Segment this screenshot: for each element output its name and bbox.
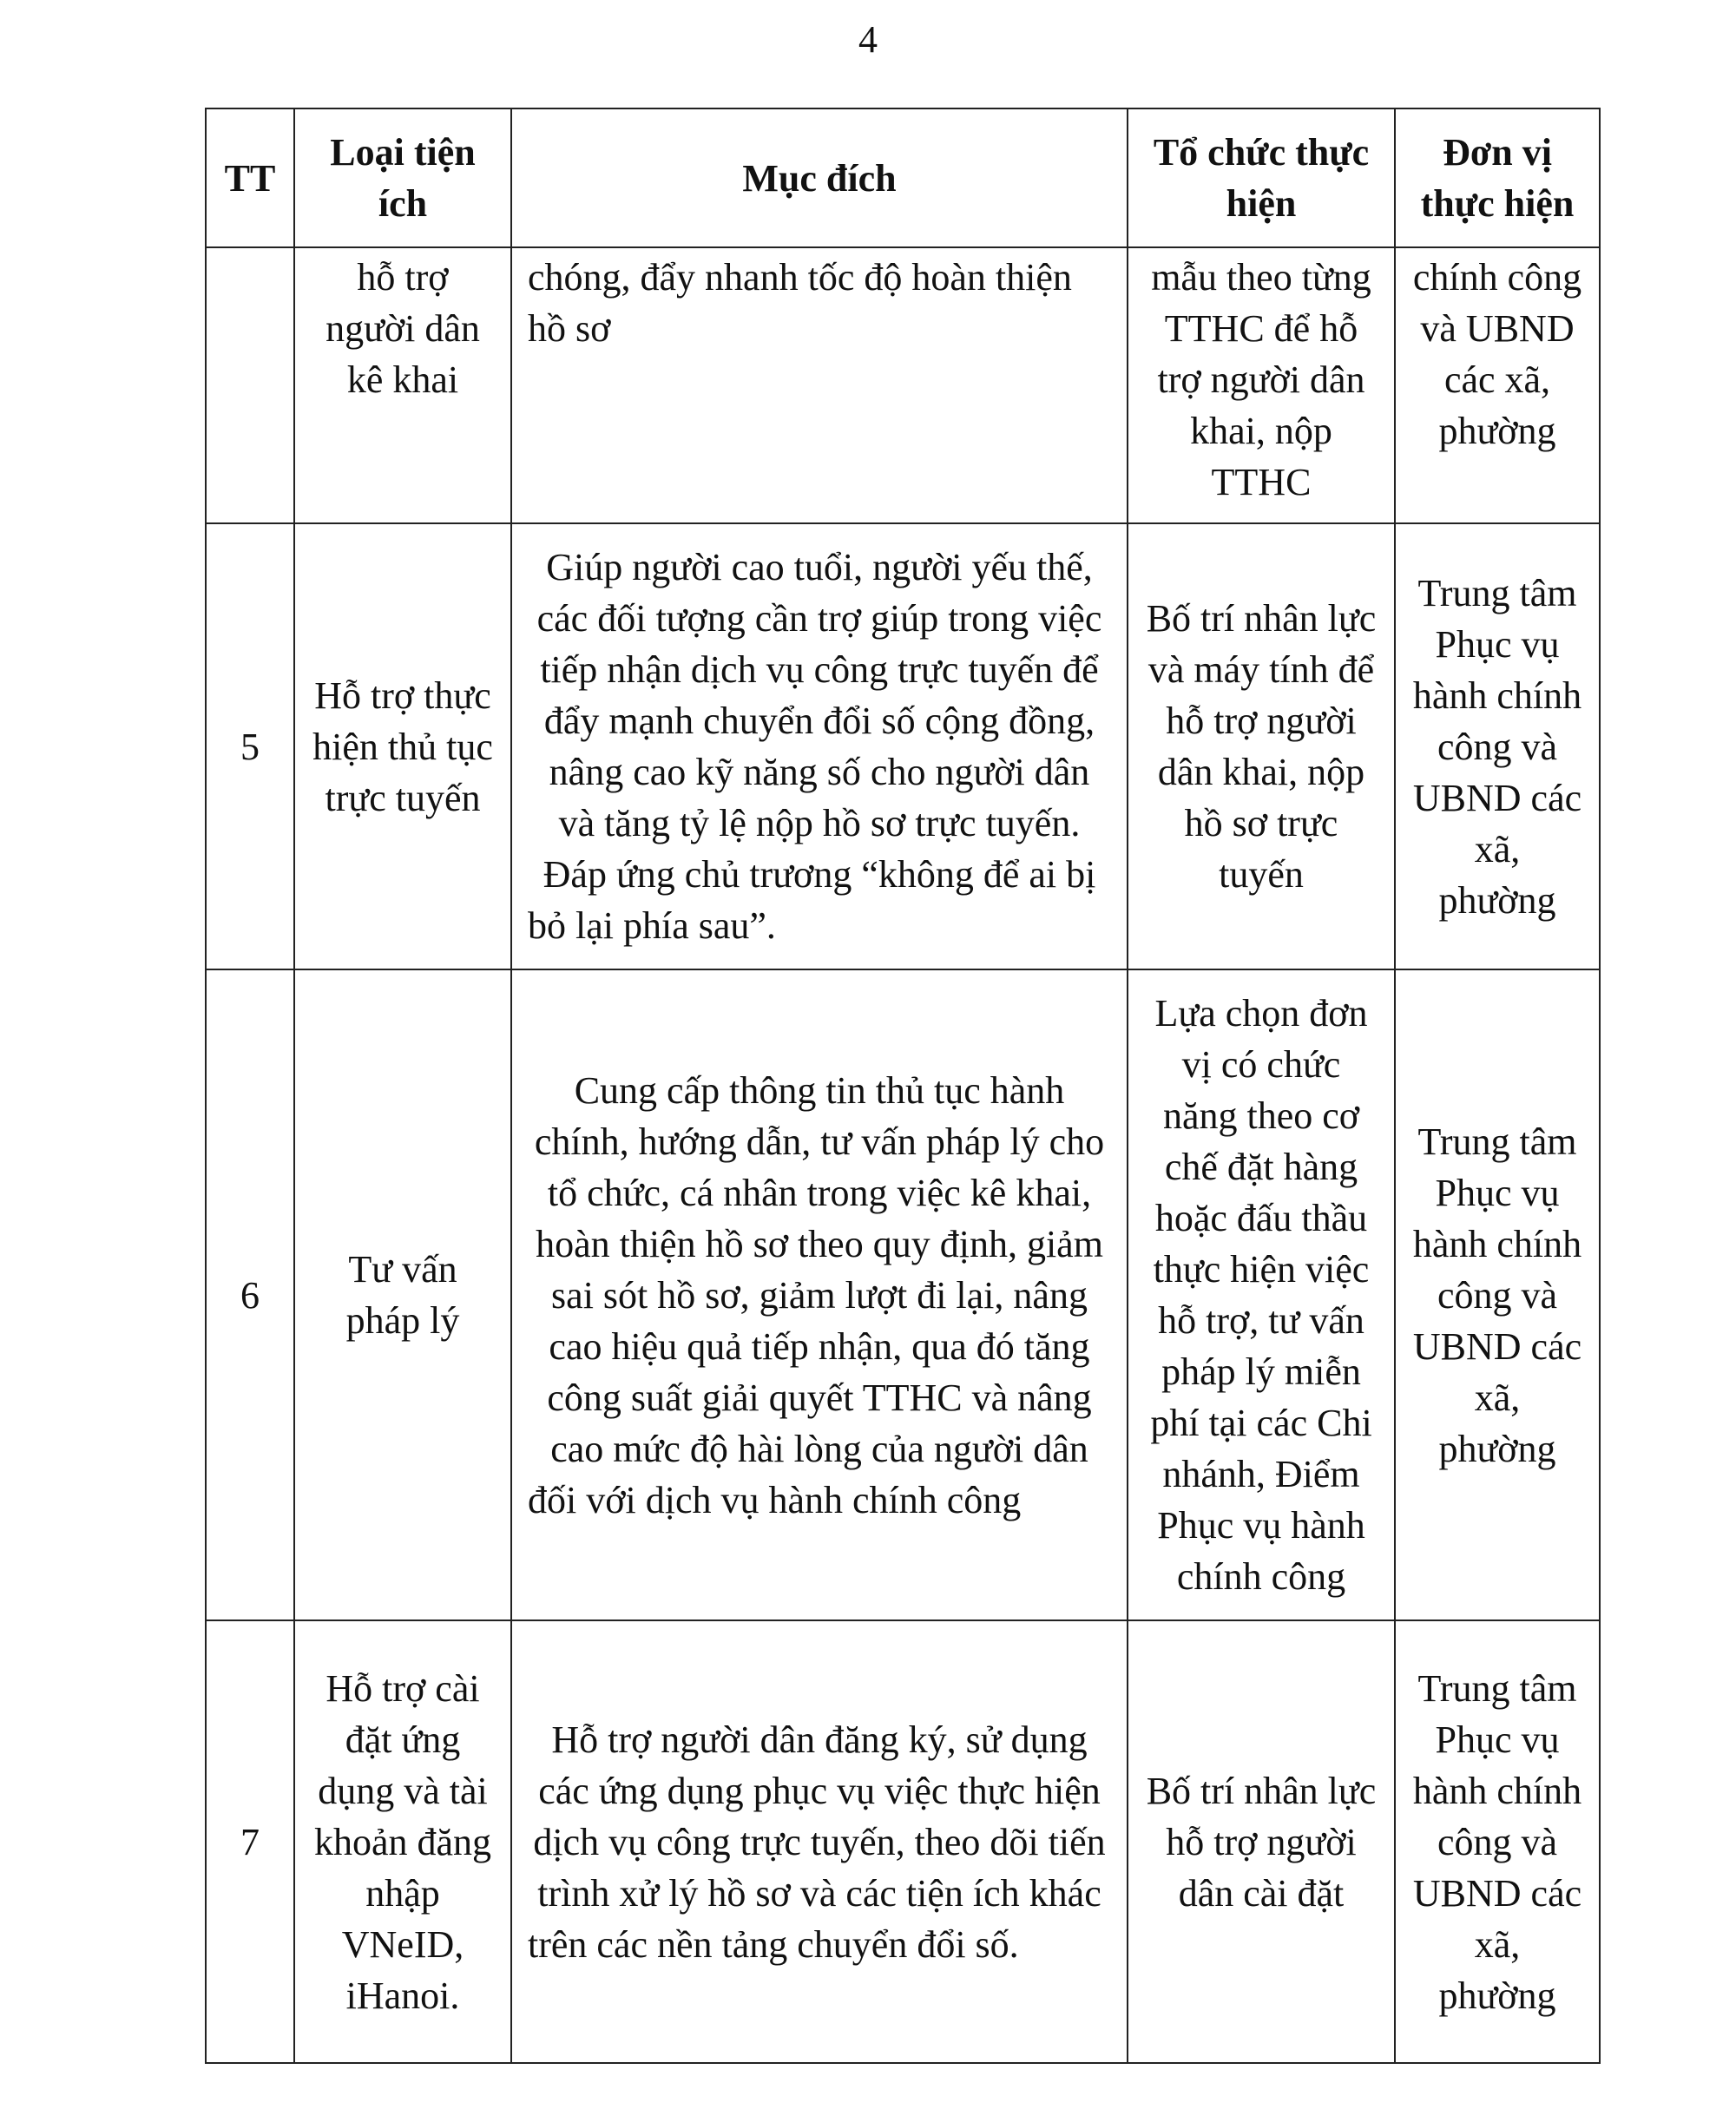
header-purpose: Mục đích (511, 108, 1128, 247)
cell-type: hỗ trợ người dân kê khai (294, 247, 511, 523)
cell-tt: 7 (206, 1620, 294, 2063)
header-org: Tổ chức thực hiện (1128, 108, 1395, 247)
cell-unit: Trung tâm Phục vụ hành chính công và UBND các xã, phường (1395, 1620, 1600, 2063)
table-row (206, 247, 1600, 523)
cell-tt: 5 (206, 523, 294, 969)
cell-unit: chính công và UBND các xã, phường (1395, 247, 1600, 523)
cell-org: Bố trí nhân lực và máy tính để hỗ trợ người dân khai, nộp hồ sơ trực tuyến (1128, 523, 1395, 969)
cell-purpose: Giúp người cao tuổi, người yếu thế, các đối tượng cần trợ giúp trong việc tiếp nhận dịch vụ công trực tuyến để đẩy mạnh chuyển đổi số cộng đồng, nâng cao kỹ năng số cho người dân và tăng tỷ lệ nộp hồ sơ trực tuyến. Đáp ứng chủ trương “không để ai bị bỏ lại phía sau”. (511, 523, 1128, 969)
cell-tt: 6 (206, 969, 294, 1620)
header-type: Loại tiện ích (294, 108, 511, 247)
utilities-table (205, 108, 1601, 2064)
cell-org: Lựa chọn đơn vị có chức năng theo cơ chế đặt hàng hoặc đấu thầu thực hiện việc hỗ trợ, tư vấn pháp lý miễn phí tại các Chi nhánh, Điểm Phục vụ hành chính công (1128, 969, 1395, 1620)
header-tt: TT (206, 108, 294, 247)
cell-purpose: Cung cấp thông tin thủ tục hành chính, hướng dẫn, tư vấn pháp lý cho tổ chức, cá nhân trong việc kê khai, hoàn thiện hồ sơ theo quy định, giảm sai sót hồ sơ, giảm lượt đi lại, nâng cao hiệu quả tiếp nhận, qua đó tăng công suất giải quyết TTHC và nâng cao mức độ hài lòng của người dân đối với dịch vụ hành chính công (511, 969, 1128, 1620)
cell-unit: Trung tâm Phục vụ hành chính công và UBND các xã, phường (1395, 523, 1600, 969)
table-row (206, 1620, 1600, 2063)
cell-unit: Trung tâm Phục vụ hành chính công và UBND các xã, phường (1395, 969, 1600, 1620)
table-header-row (206, 108, 1600, 247)
table-row (206, 969, 1600, 1620)
cell-org: mẫu theo từng TTHC để hỗ trợ người dân khai, nộp TTHC (1128, 247, 1395, 523)
cell-purpose: Hỗ trợ người dân đăng ký, sử dụng các ứng dụng phục vụ việc thực hiện dịch vụ công trực tuyến, theo dõi tiến trình xử lý hồ sơ và các tiện ích khác trên các nền tảng chuyển đổi số. (511, 1620, 1128, 2063)
cell-org: Bố trí nhân lực hỗ trợ người dân cài đặt (1128, 1620, 1395, 2063)
header-unit: Đơn vị thực hiện (1395, 108, 1600, 247)
table-row (206, 523, 1600, 969)
cell-tt (206, 247, 294, 523)
cell-type: Tư vấn pháp lý (294, 969, 511, 1620)
cell-type: Hỗ trợ thực hiện thủ tục trực tuyến (294, 523, 511, 969)
cell-purpose: chóng, đẩy nhanh tốc độ hoàn thiện hồ sơ (511, 247, 1128, 523)
page-number: 4 (858, 18, 878, 61)
cell-type: Hỗ trợ cài đặt ứng dụng và tài khoản đăng nhập VNeID, iHanoi. (294, 1620, 511, 2063)
